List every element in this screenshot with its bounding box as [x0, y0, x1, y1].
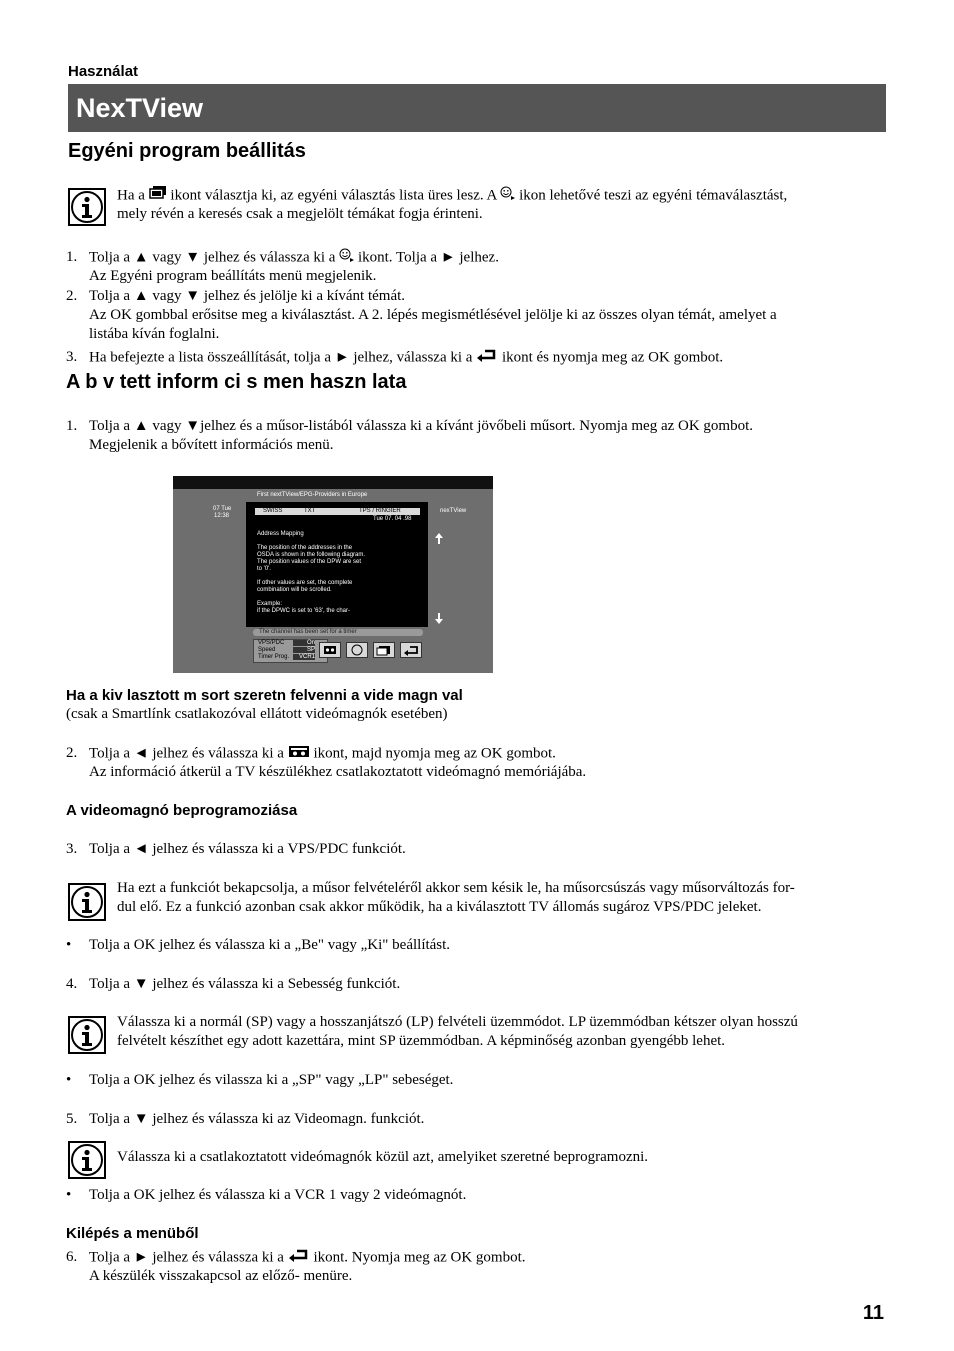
info-icon: [68, 1016, 106, 1054]
tv-line: The position values of the DPW are set: [257, 559, 362, 565]
tv-return-button[interactable]: [400, 642, 422, 658]
step-6: Tolja a ► jelhez és válassza ki a ikont. Nyomja meg az OK gombot.: [89, 1248, 526, 1268]
note-vps-2: dul elő. Ez a funkció azonban csak akkor működik, ha a kiválasztott TV állomás sugároz VPS/PDC jeleket.: [117, 899, 762, 915]
step-number: 4.: [66, 976, 78, 992]
section-label: Használat: [68, 63, 139, 80]
tv-date-line: Tue 07. 04 .98: [373, 516, 412, 522]
step-6-detail: A készülék visszakapcsol az előző- menüre.: [89, 1268, 353, 1284]
heading-custom-program: Egyéni program beállitás: [68, 140, 306, 162]
tv-line: The position of the addresses in the: [257, 545, 353, 551]
bullet-sp-lp: Tolja a OK jelhez és vilassza ki a „SP" vagy „LP" sebeséget.: [89, 1072, 454, 1088]
step-5: Tolja a ▼ jelhez és válassza ki az Videomagn. funkciót.: [89, 1111, 425, 1127]
step-number: 6.: [66, 1249, 78, 1265]
vcr-icon: [288, 744, 310, 764]
step-number: 5.: [66, 1111, 78, 1127]
tv-providers-title: First nextTView/EPG-Providers in Europe: [257, 492, 368, 498]
tv-smiley-button[interactable]: [346, 642, 368, 658]
step-number: 2.: [66, 288, 78, 304]
note-speed-2: felvételt készíthet egy adott kazettára, mint SP üzemmódban. A képminőség azonban gyengébb lehet.: [117, 1033, 726, 1049]
tv-scroll-up-icon: [435, 530, 443, 549]
heading-exit-menu: Kilépés a menüből: [66, 1225, 199, 1242]
step-4: Tolja a ▼ jelhez és válassza ki a Sebesség funkciót.: [89, 976, 401, 992]
tv-tab-txt: TXT: [304, 508, 316, 514]
step-3: Ha befejezte a lista összeállítását, tolja a ► jelhez, válassza ki a ikont és nyomja meg az OK gombot.: [89, 348, 723, 368]
tv-line: If other values are set, the complete: [257, 580, 353, 586]
tv-line: Example:: [257, 601, 283, 607]
page-title: NexTView: [76, 93, 204, 123]
tv-line: OSDA is shown in the following diagram.: [257, 552, 366, 558]
tv-heading: Address Mapping: [257, 531, 304, 537]
tv-line: combination will be scrolled.: [257, 587, 332, 593]
tv-scroll-down-icon: [435, 610, 443, 629]
tv-list-button[interactable]: [373, 642, 395, 658]
note-vps: Ha ezt a funkciót bekapcsolja, a műsor felvételéről akkor sem késik le, ha műsorcsúszás vagy műsorváltozás for-: [117, 880, 795, 896]
tv-line: if the DPWC is set to '63', the char-: [257, 608, 350, 614]
bullet: •: [66, 1187, 72, 1203]
heading-extended-info: A b v tett inform ci s men haszn lata: [66, 371, 407, 393]
step-1: Tolja a ▲ vagy ▼jelhez és a műsor-listából válassza ki a kívánt jövőbeli műsort. Nyomja meg az OK gombot.: [89, 418, 754, 434]
return-icon: [476, 348, 498, 368]
bullet-vcr: Tolja a OK jelhez és válassza ki a VCR 1 vagy 2 videómagnót.: [89, 1187, 467, 1203]
title-bar: [68, 84, 886, 132]
tv-tab-tps: TPS / RINGIER: [359, 508, 401, 514]
subheading-smartlink: (csak a Smartlínk csatlakozóval ellátott videómagnók esetében): [66, 706, 448, 722]
bullet-on-off: Tolja a OK jelhez és válassza ki a „Be" vagy „Ki" beállítást.: [89, 937, 451, 953]
heading-record-vcr: Ha a kiv lasztott m sort szeretn felvenni a vide magn val: [66, 687, 463, 704]
smiley-select-icon: [500, 186, 515, 206]
step-2-detail-2: listába kíván foglalni.: [89, 326, 220, 342]
step-1-detail: Az Egyéni program beállítáts menü megjelenik.: [89, 268, 377, 284]
heading-vcr-programming: A videomagnó beprogramoziása: [66, 802, 298, 819]
info-icon: [68, 188, 106, 226]
step-number: 2.: [66, 745, 78, 761]
tv-date: 07 Tue: [213, 506, 232, 512]
tv-time: 12:38: [214, 513, 230, 519]
info-icon: [68, 883, 106, 921]
tv-ctrl-label: Speed: [258, 647, 276, 653]
tv-top-bar: [173, 476, 493, 489]
step-2: Tolja a ▲ vagy ▼ jelhez és jelölje ki a kívánt témát.: [89, 288, 406, 304]
note-custom-select-2: mely révén a keresés csak a megjelölt témákat fogja érinteni.: [117, 206, 483, 222]
step-number: 1.: [66, 418, 78, 434]
smiley-select-icon: [339, 248, 354, 268]
step-3: Tolja a ◄ jelhez és válassza ki a VPS/PDC funkciót.: [89, 841, 406, 857]
bullet: •: [66, 937, 72, 953]
tv-ctrl-value: SP: [293, 647, 315, 653]
tv-vcr-button[interactable]: [319, 642, 341, 658]
step-2-detail: Az információ átkerül a TV készülékhez csatlakoztatott videómagnó memóriájába.: [89, 764, 587, 780]
note-custom-select: Ha a ikont választja ki, az egyéni választás lista üres lesz. A ikon lehetővé teszi az egyéni témaválasztást,: [117, 186, 787, 206]
bullet: •: [66, 1072, 72, 1088]
tv-line: to '0'.: [257, 566, 271, 572]
step-2-detail: Az OK gombbal erősitse meg a kiválasztást. A 2. lépés megismétlésével jelölje ki az összes olyan témát, amelyet a: [89, 307, 777, 323]
step-1-detail: Megjelenik a bővített információs menü.: [89, 437, 334, 453]
return-icon: [288, 1248, 310, 1268]
page-number: 11: [862, 1302, 884, 1324]
list-clear-icon: [149, 186, 167, 206]
tv-ctrl-label: VPS/PDC: [258, 640, 285, 646]
tv-ctrl-value: VCR1: [293, 654, 315, 660]
tv-brand: nexTView: [440, 508, 467, 514]
tv-screen: [173, 476, 493, 673]
step-number: 1.: [66, 249, 78, 265]
tv-status-text: The channel has been set for a timer: [259, 629, 357, 635]
step-1: Tolja a ▲ vagy ▼ jelhez és válassza ki a ikont. Tolja a ► jelhez.: [89, 248, 499, 268]
note-vcr-select: Válassza ki a csatlakoztatott videómagnók közül azt, amelyiket szeretné beprogramozni.: [117, 1149, 649, 1165]
step-number: 3.: [66, 349, 78, 365]
note-speed: Válassza ki a normál (SP) vagy a hosszanjátszó (LP) felvételi üzemmódot. LP üzemmódban kétszer olyan hosszú: [117, 1014, 798, 1030]
tv-ctrl-label: Timer Prog.: [258, 654, 290, 660]
tv-tab-swiss: SWISS: [263, 508, 283, 514]
step-number: 3.: [66, 841, 78, 857]
tv-ctrl-value: On: [293, 640, 315, 646]
info-icon: [68, 1141, 106, 1179]
step-2: Tolja a ◄ jelhez és válassza ki a ikont, majd nyomja meg az OK gombot.: [89, 744, 556, 764]
